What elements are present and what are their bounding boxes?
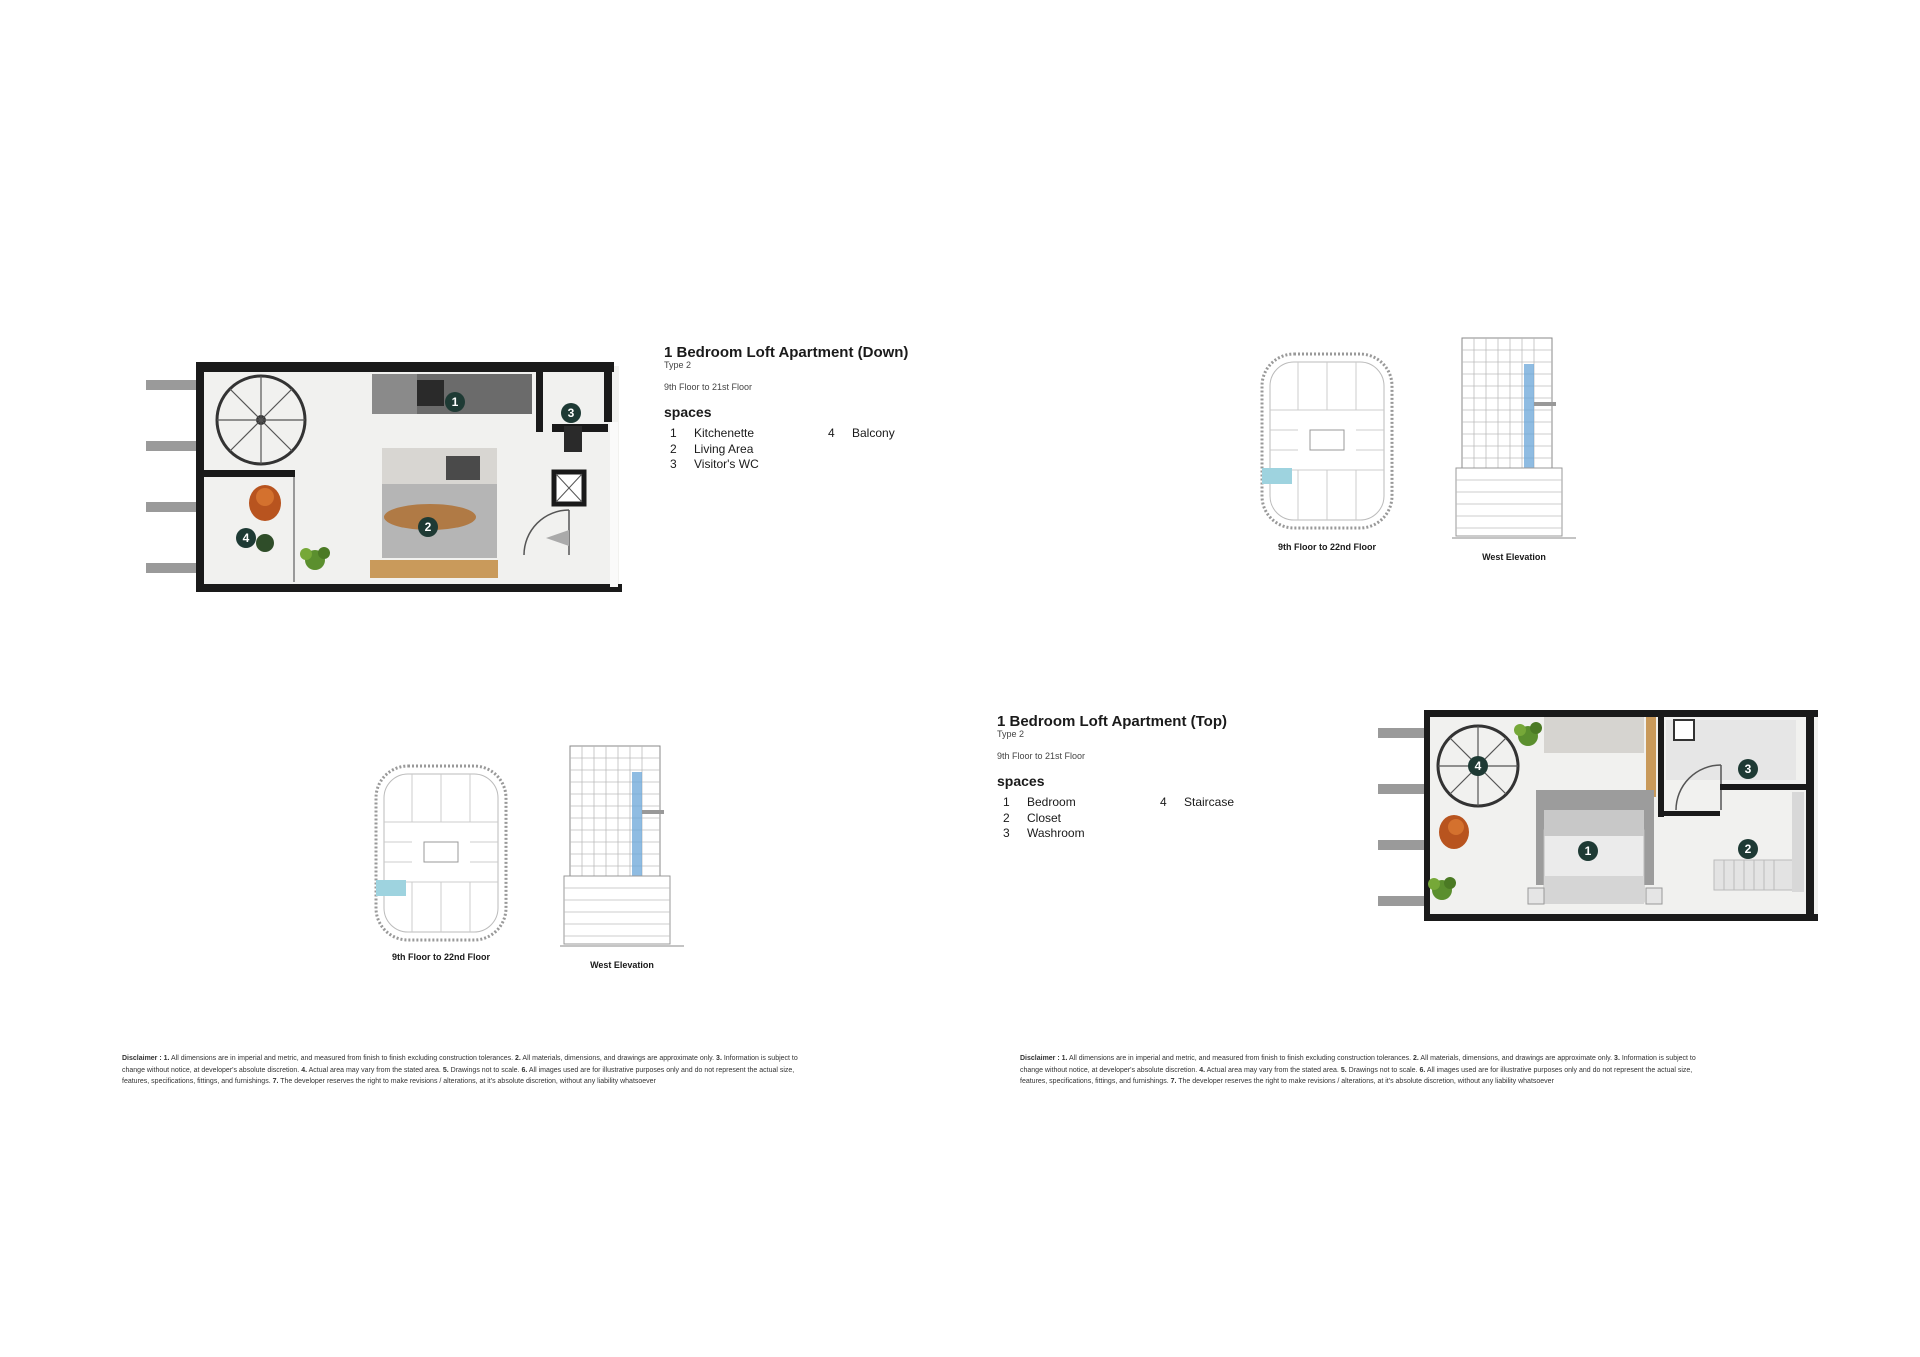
- space-item: 1 Bedroom: [1003, 795, 1076, 809]
- space-item: 1 Kitchenette: [670, 426, 755, 440]
- key-plan-caption: 9th Floor to 22nd Floor: [1278, 542, 1376, 552]
- unit-floors: 9th Floor to 21st Floor: [664, 382, 753, 392]
- balcony-rail: [146, 502, 198, 512]
- elevation-caption: West Elevation: [590, 960, 654, 970]
- balcony-rail: [1378, 728, 1426, 738]
- unit-floors: 9th Floor to 21st Floor: [997, 751, 1086, 761]
- highlight-unit: [1262, 468, 1292, 484]
- space-item: 2 Living Area: [670, 442, 754, 456]
- spaces-heading: spaces: [664, 404, 712, 420]
- west-elevation: [1452, 334, 1576, 544]
- unit-title: 1 Bedroom Loft Apartment (Down): [664, 344, 909, 361]
- balcony-rail: [146, 441, 198, 451]
- space-item: 4 Balcony: [828, 426, 895, 440]
- floor-plan-down: [144, 360, 624, 595]
- key-plan-caption: 9th Floor to 22nd Floor: [392, 952, 490, 962]
- sofa-icon: [382, 448, 497, 484]
- disclaimer: Disclaimer : 1. All dimensions are in imperial and metric, and measured from finish to finish excluding construction tolerances. 2. All materials, dimensions, and drawings are approximate only. 3. Information is subject to change without notice, at developer's absolute discretion. 4. Actual area may vary from the stated area. 5. Drawings not to scale. 6. All images used are for illustrative purposes only and do not represent the actual size, features, specifications, fittings, and furnishings. 7. The developer reserves the right to make revisions / alterations, at it's absolute discretion, without any liability whatsoever: [1020, 1055, 1696, 1085]
- balcony-rail: [146, 563, 198, 573]
- marker-1: 1: [1578, 841, 1598, 861]
- spiral-staircase-icon: [217, 376, 305, 464]
- highlight-unit: [376, 880, 406, 896]
- space-item: 4 Staircase: [1160, 795, 1235, 809]
- floor-plan-top: [1376, 710, 1824, 924]
- elevation-caption: West Elevation: [1482, 552, 1546, 562]
- marker-2: 2: [1738, 839, 1758, 859]
- unit-title: 1 Bedroom Loft Apartment (Top): [997, 713, 1227, 730]
- marker-2: 2: [418, 517, 438, 537]
- marker-3: 3: [561, 403, 581, 423]
- marker-4: 4: [236, 528, 256, 548]
- space-item: 3 Washroom: [1003, 826, 1085, 840]
- key-plan: [1258, 350, 1396, 532]
- west-elevation: [560, 742, 684, 952]
- key-plan: [372, 762, 510, 944]
- unit-type: Type 2: [997, 729, 1025, 739]
- balcony-rail: [146, 380, 198, 390]
- wardrobe: [1544, 717, 1644, 753]
- balcony-rail: [1378, 784, 1426, 794]
- balcony-rail: [1378, 896, 1426, 906]
- disclaimer: Disclaimer : 1. All dimensions are in imperial and metric, and measured from finish to finish excluding construction tolerances. 2. All materials, dimensions, and drawings are approximate only. 3. Information is subject to change without notice, at developer's absolute discretion. 4. Actual area may vary from the stated area. 5. Drawings not to scale. 6. All images used are for illustrative purposes only and do not represent the actual size, features, specifications, fittings, and furnishings. 7. The developer reserves the right to make revisions / alterations, at it's absolute discretion, without any liability whatsoever: [122, 1055, 798, 1085]
- space-item: 2 Closet: [1003, 811, 1062, 825]
- marker-4: 4: [1468, 756, 1488, 776]
- marker-3: 3: [1738, 759, 1758, 779]
- unit-type: Type 2: [664, 360, 692, 370]
- balcony-rail: [1378, 840, 1426, 850]
- marker-1: 1: [445, 392, 465, 412]
- tv-unit: [370, 560, 498, 578]
- spaces-heading: spaces: [997, 773, 1045, 789]
- space-item: 3 Visitor's WC: [670, 457, 759, 471]
